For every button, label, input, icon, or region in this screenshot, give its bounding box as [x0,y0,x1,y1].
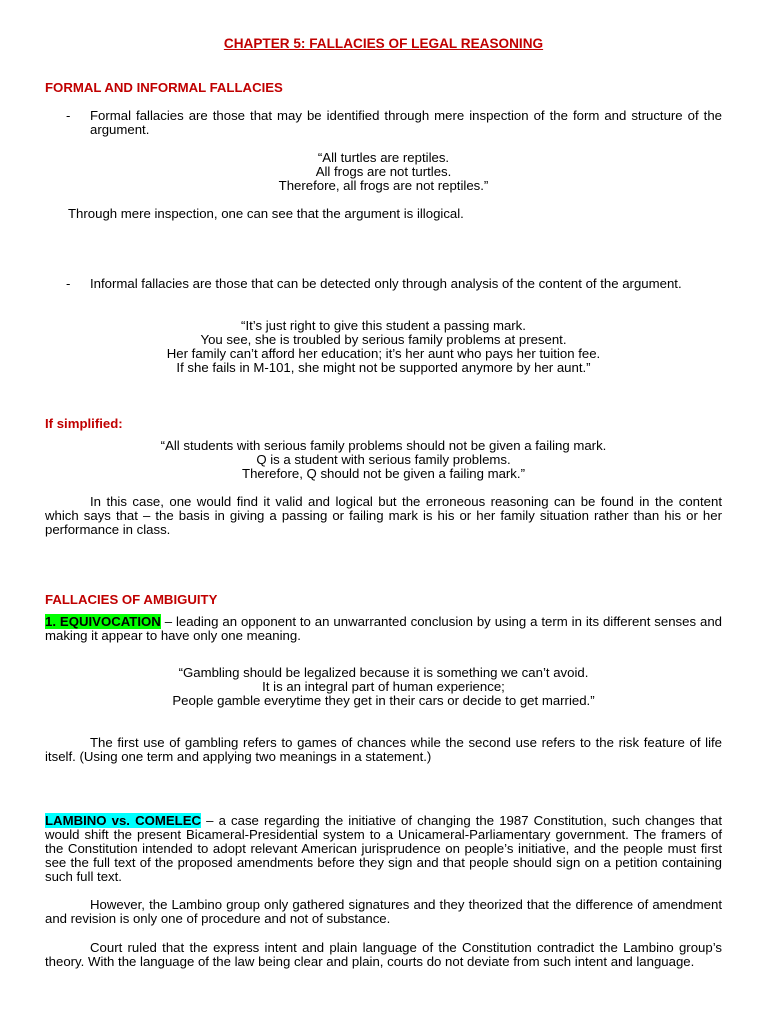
example-line: “It’s just right to give this student a passing mark. [241,318,526,333]
equivocation-term: 1. EQUIVOCATION [45,614,161,629]
ambiguity-explanation: The first use of gambling refers to games of chances while the second use refers to the risk feature of life itself. (Using one term and applying two meanings in a statement.) [45,735,722,764]
formal-note: Through mere inspection, one can see that the argument is illogical. [68,206,464,221]
case-paragraph-3: Court ruled that the express intent and plain language of the Constitution contradict the Lambino group’s theory. With the language of the law being clear and plain, courts do not deviate from such intent and language. [45,940,722,969]
informal-example [45,319,722,375]
example-line: Her family can’t afford her education; it’s her aunt who pays her tuition fee. [166,346,601,361]
equivocation-text: – leading an opponent to an unwarranted conclusion by using a term in its different senses and making it appear to have only one meaning. [45,614,722,643]
formal-example [45,151,722,193]
equivocation-definition [45,615,722,643]
formal-fallacy-definition: Formal fallacies are those that may be identified through mere inspection of the form and structure of the argument. [90,108,722,137]
simplified-heading: If simplified: [45,416,123,431]
ambiguity-example [45,666,722,708]
example-line: “All students with serious family problems should not be given a failing mark. [160,438,607,453]
example-line: It is an integral part of human experience; [262,679,505,694]
case-paragraph-1 [45,814,722,884]
example-line: All frogs are not turtles. [315,164,452,179]
chapter-title: CHAPTER 5: FALLACIES OF LEGAL REASONING [223,36,544,51]
example-line: “Gambling should be legalized because it is something we can’t avoid. [178,665,589,680]
case-summary: – a case regarding the initiative of changing the 1987 Constitution, such changes that would shift the present Bicameral-Presidential system to a Unicameral-Parliamentary government. The framers of the Constitution intended to adopt relevant American jurisprudence on people’s initiative, and the people must first see the full text of the proposed amendments before they sign and that people should sign on a petition containing such full text. [45,813,722,884]
section-heading-ambiguity: FALLACIES OF AMBIGUITY [45,592,218,607]
example-line: Therefore, Q should not be given a failing mark.” [242,466,525,481]
simplified-explanation: In this case, one would find it valid and logical but the erroneous reasoning can be found in the content which says that – the basis in giving a passing or failing mark is his or her family situation rather than his or her performance in class. [45,494,722,537]
example-line: Therefore, all frogs are not reptiles.” [278,178,489,193]
example-line: Q is a student with serious family problems. [256,452,511,467]
example-line: If she fails in M-101, she might not be supported anymore by her aunt.” [176,360,591,375]
informal-fallacy-definition: Informal fallacies are those that can be detected only through analysis of the content of the argument. [90,276,682,291]
case-paragraph-2: However, the Lambino group only gathered signatures and they theorized that the difference of amendment and revision is only one of procedure and not of substance. [45,897,722,926]
section-heading-formal-informal: FORMAL AND INFORMAL FALLACIES [45,80,283,95]
simplified-example [45,439,722,481]
example-line: “All turtles are reptiles. [317,150,450,165]
example-line: You see, she is troubled by serious family problems at present. [200,332,567,347]
example-line: People gamble everytime they get in their cars or decide to get married.” [172,693,595,708]
bullet-marker: - [66,108,71,123]
bullet-marker: - [66,276,71,291]
case-name: LAMBINO vs. COMELEC [45,813,202,828]
